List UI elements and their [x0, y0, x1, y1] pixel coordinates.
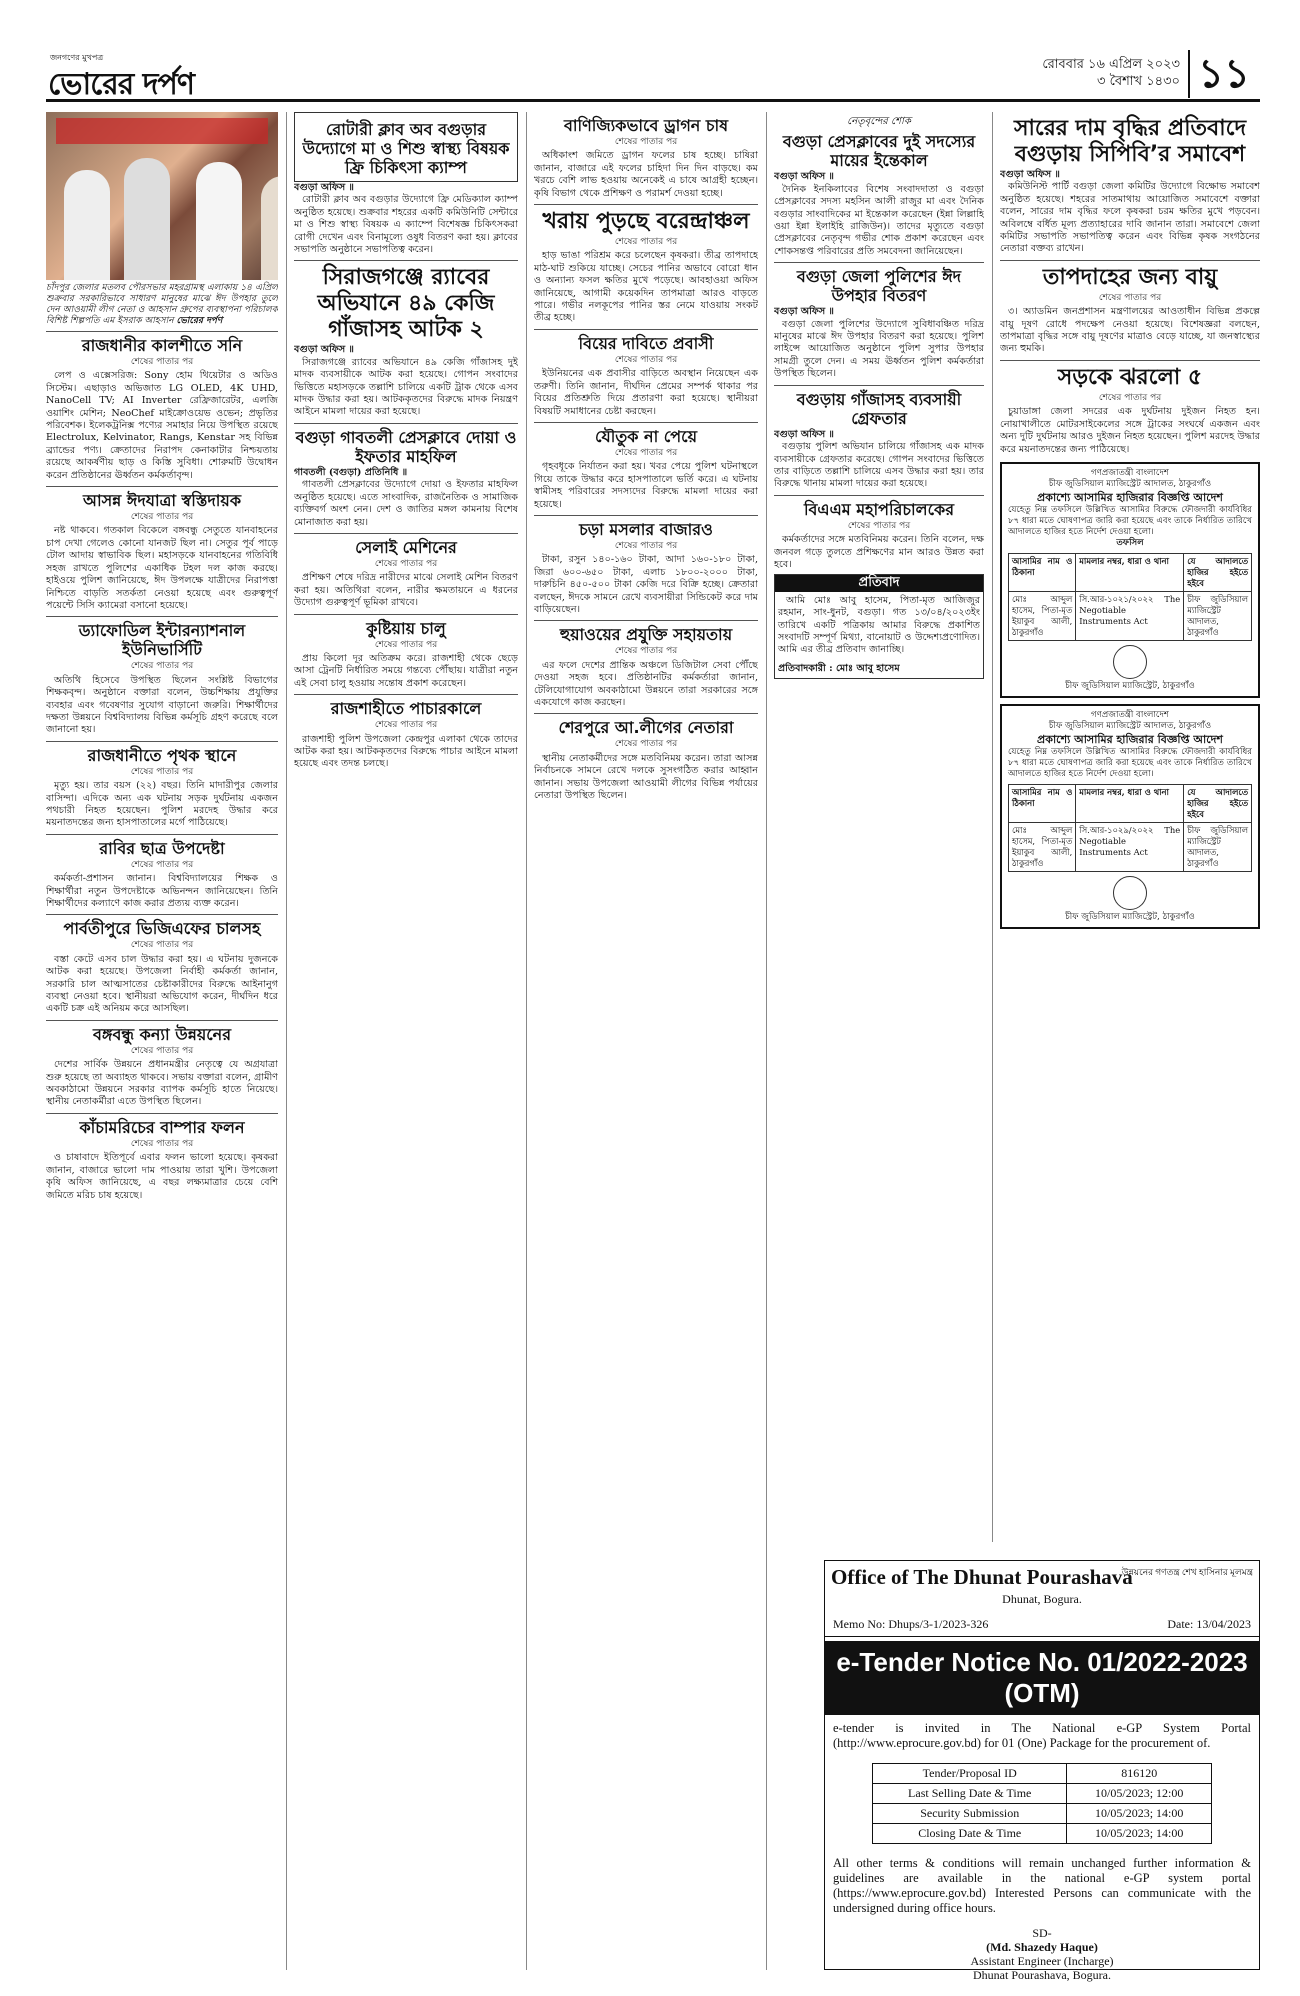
article-text: হাড় ভাঙা পরিশ্রম করে চলেছেন কৃষকরা। তীব্র তাপদাহে মাঠ-ঘাট শুকিয়ে যাচ্ছে। সেচের পানির অভাবে বোরো ধান ও অন্যান্য ফসল ক্ষতির মুখে পড়েছে। আবহাওয়া অফিস জানিয়েছে, আগামী কয়েকদিন তাপমাত্রা আরও বাড়তে পারে। গভীর নলকূপের পানির স্তর নেমে যাওয়ায় সংকট তীব্র হচ্ছে।	[534, 250, 758, 324]
continuation: শেষের পাতার পর	[614, 137, 678, 147]
headline: খরায় পুড়ছে বরেন্দ্রাঞ্চল	[542, 209, 750, 235]
headline: রাজশাহীতে পাচারকালে	[330, 699, 482, 719]
table-cell: সি.আর-১০২১/২০২২ The Negotiable Instruments Act	[1076, 591, 1184, 640]
photo-credit: ভোরের দর্পণ	[176, 316, 223, 326]
continuation: শেষের পাতার পর	[130, 766, 194, 777]
headline: চড়া মসলার বাজারও	[579, 519, 713, 539]
notice-title: প্রকাশ্যে আসামির হাজিরার বিজ্ঞপ্তি আদেশ	[1037, 732, 1223, 746]
headline: বঙ্গবন্ধু কন্যা উন্নয়নের	[92, 1024, 232, 1044]
article-text: প্রায় কিলো দূর অতিক্রম করে। রাজশাহী থেকে ছেড়ে আসা ট্রেনটি নির্ধারিত সময়ে গন্তব্যে পৌঁছায়। যাত্রীরা নতুন এই সেবা চালু হওয়ায় সন্তোষ প্রকাশ করেছেন।	[294, 652, 518, 689]
column-rule	[992, 112, 993, 1542]
continuation: শেষের পাতার পর	[130, 859, 194, 870]
headline: সারের দাম বৃদ্ধির প্রতিবাদে বগুড়ায় সিপিবি’র সমাবেশ	[1013, 116, 1247, 167]
article-text: ইউনিয়নের এক প্রবাসীর বাড়িতে অবস্থান নিয়েছেন এক তরুণী। তিনি জানান, দীর্ঘদিন প্রেমের সম্পর্ক থাকার পর বিয়ের প্রতিশ্রুতি দিয়ে প্রতারণা করা হয়েছে। স্থানীয়রা বিষয়টি সমাধানের চেষ্টা করছেন।	[534, 368, 758, 417]
headline: তাপদাহের জন্য বায়ু	[1042, 264, 1218, 290]
table-row	[1009, 822, 1252, 871]
continuation: শেষের পাতার পর	[130, 1045, 194, 1056]
notice-subheader: চীফ জুডিসিয়াল ম্যাজিস্ট্রেট আদালত, ঠাকুরগাঁও	[1048, 720, 1212, 731]
divider	[774, 262, 984, 263]
table-cell: Closing Date & Time	[873, 1824, 1067, 1844]
headline: পার্বতীপুরে ভিজিএফের চালসহ	[63, 919, 261, 939]
article-text: এর ফলে দেশের প্রান্তিক অঞ্চলে ডিজিটাল সেবা পৌঁছে দেওয়া সহজ হবে। প্রতিষ্ঠানটির কর্মকর্তারা জানান, টেলিযোগাযোগ অবকাঠামো উন্নয়নে তারা সরকারের সঙ্গে একযোগে কাজ করছেন।	[534, 659, 758, 708]
article-text: রোটারী ক্লাব অব বগুড়ার উদ্যোগে ফ্রি মেডিক্যাল ক্যাম্প অনুষ্ঠিত হয়েছে। শুক্রবার শহরের একটি কমিউনিটি সেন্টারে মা ও শিশু স্বাস্থ্য বিষয়ক এ ক্যাম্পে বিশেষজ্ঞ চিকিৎসকরা রোগী দেখেন এবং বিনামূল্যে ওষুধ বিতরণ করা হয়। ক্লাবের সভাপতি অনুষ্ঠানে সভাপতিত্ব করেন।	[294, 194, 518, 256]
photo-person	[196, 162, 242, 280]
continuation: শেষের পাতার পর	[130, 661, 194, 672]
column-rule	[286, 112, 287, 1970]
continuation: শেষের পাতার পর	[374, 558, 438, 569]
byline: বগুড়া অফিস ॥	[774, 171, 834, 183]
tender-intro: e-tender is invited in The National e-GP System Portal (http://www.eprocure.gov.bd) for 01 (One) Package for the procurement of.	[833, 1721, 1251, 1750]
headline: যৌতুক না পেয়ে	[594, 426, 698, 446]
memo-number: Memo No: Dhups/3-1/2023-326	[833, 1617, 989, 1631]
continuation: শেষের পাতার পর	[614, 540, 678, 551]
notice-header: গণপ্রজাতন্ত্রী বাংলাদেশ	[1091, 709, 1169, 720]
divider	[534, 422, 758, 423]
table-cell: মোঃ আব্দুল হাসেম, পিতা-মৃত ইয়াকুব আলী, ঠাকুরগাঁও	[1009, 591, 1076, 640]
divider	[294, 423, 518, 424]
court-seal-icon	[1113, 645, 1147, 679]
table-header: মামলার নম্বর, ধারা ও থানা	[1076, 553, 1184, 591]
headline: সড়কে ঝরলো ৫	[1057, 364, 1203, 390]
continuation: শেষের পাতার পর	[614, 354, 678, 365]
column-3	[534, 112, 758, 1970]
byline: বগুড়া অফিস ॥	[774, 428, 834, 440]
article-text: মৃত্যু হয়। তার বয়স (২২) বছর। তিনি মাদারীপুর জেলার বাসিন্দা। এদিকে অন্য এক ঘটনায় সড়ক দুর্ঘটনায় একজন পথচারী নিহত হয়েছেন। পুলিশ মরদেহ উদ্ধার করে ময়নাতদন্তের জন্য হাসপাতালের মর্গে পাঠিয়েছে।	[46, 780, 278, 829]
tender-place: Dhunat, Bogura.	[1002, 1592, 1082, 1606]
article-text: কর্মকর্তা-প্রশাসন জানান। বিশ্ববিদ্যালয়ের শিক্ষক ও শিক্ষার্থীরা নতুন উপদেষ্টাকে অভিনন্দন জানিয়েছেন। তিনি শিক্ষার্থীদের কল্যাণে কাজ করার প্রত্যয় ব্যক্ত করেন।	[46, 873, 278, 909]
tender-title: e-Tender Notice No. 01/2022-2023 (OTM)	[825, 1641, 1259, 1715]
article-text: ৩। অ্যাডমিন জনপ্রশাসন মন্ত্রণালয়ের আওতাধীন বিভিন্ন প্রকল্পে বায়ু দূষণ রোধে পদক্ষেপ নেওয়া হয়েছে। বিশেষজ্ঞরা বলছেন, তাপমাত্রা বৃদ্ধির সঙ্গে বায়ু দূষণের মাত্রাও বেড়ে যাচ্ছে, যা জনস্বাস্থ্যের জন্য হুমকি।	[1000, 306, 1260, 355]
column-1	[46, 112, 278, 1970]
headline: বিয়ের দাবিতে প্রবাসী	[578, 333, 714, 353]
continuation: শেষের পাতার পর	[130, 940, 194, 951]
notice-text: যেহেতু নিম্ন তফসিলে উল্লিখিত আসামির বিরুদ্ধে ফৌজদারী কার্যবিধির ৮৭ ধারা মতে ঘোষণাপত্র জারি করা হয়েছে এবং তাকে নির্ধারিত তারিখে আদালতে হাজির হতে নির্দেশ দেওয়া হলো।	[1008, 746, 1252, 779]
photo-person	[261, 176, 278, 280]
table-cell: 10/05/2023; 14:00	[1067, 1824, 1212, 1844]
page-number: ১১	[1188, 50, 1258, 98]
continuation: শেষের পাতার পর	[374, 639, 438, 650]
continuation: শেষের পাতার পর	[1098, 392, 1162, 403]
photo-banner	[56, 118, 268, 144]
divider	[294, 614, 518, 615]
headline: রাজধানীর কালশীতে সনি	[81, 336, 243, 355]
newspaper-page	[46, 50, 1260, 1982]
article-text: দেশের সার্বিক উন্নয়নে প্রধানমন্ত্রীর নেতৃত্বে যে অগ্রযাত্রা শুরু হয়েছে তা অব্যাহত থাকবে। সভায় বক্তারা বলেন, গ্রামীণ অবকাঠামো উন্নয়নে সরকার ব্যাপক কর্মসূচি হাতে নিয়েছে। স্থানীয় নেতাকর্মীরা এতে উপস্থিত ছিলেন।	[46, 1059, 278, 1108]
table-row	[873, 1764, 1212, 1784]
table-cell: সি.আর-১০২৯/২০২২ The Negotiable Instruments Act	[1076, 822, 1184, 871]
continuation: শেষের পাতার পর	[614, 447, 678, 458]
article-text: অতিথি হিসেবে উপস্থিত ছিলেন সংশ্লিষ্ট বিভাগের শিক্ষকবৃন্দ। অনুষ্ঠানে বক্তারা বলেন, উচ্চশিক্ষায় প্রযুক্তির ব্যবহার এবং গবেষণার সুযোগ বাড়ানো জরুরি। শিক্ষার্থীদের দক্ষতা উন্নয়নে বিশ্ববিদ্যালয় বিভিন্ন কর্মসূচি গ্রহণ করেছে বলে জানানো হয়।	[46, 674, 278, 736]
divider	[294, 694, 518, 695]
divider	[1000, 360, 1260, 361]
headline: রোটারী ক্লাব অব বগুড়ার উদ্যোগে মা ও শিশু স্বাস্থ্য বিষয়ক ফ্রি চিকিৎসা ক্যাম্প	[302, 120, 510, 177]
photo-person	[124, 158, 170, 280]
notice-title: প্রকাশ্যে আসামির হাজিরার বিজ্ঞপ্তি আদেশ	[1037, 490, 1223, 504]
table-header: যে আদালতে হাজির হইতে হইবে	[1184, 553, 1252, 591]
article-text: কমিউনিস্ট পার্টি বগুড়া জেলা কমিটির উদ্যোগে বিক্ষোভ সমাবেশ অনুষ্ঠিত হয়েছে। শহরের সাতমাথায় আয়োজিত সমাবেশে বক্তারা বলেন, সারের দাম বৃদ্ধির ফলে কৃষকরা চরম ক্ষতির মুখে পড়বেন। অবিলম্বে বর্ধিত মূল্য প্রত্যাহারের দাবি জানান তারা। সমাবেশে জেলা কমিটির সভাপতি সভাপতিত্ব করেন এবং বিভিন্ন কৃষক সংগঠনের নেতারা বক্তব্য রাখেন।	[1000, 181, 1260, 255]
continuation: শেষের পাতার পর	[614, 739, 678, 750]
divider	[46, 834, 278, 835]
article-text: রাজশাহী পুলিশ উপজেলা কেন্দ্রপুর এলাকা থেকে তাদের আটক করা হয়। আটককৃতদের বিরুদ্ধে পাচার আইনে মামলা হয়েছে এবং তদন্ত চলছে।	[294, 733, 518, 770]
date-line	[1042, 56, 1180, 90]
table-cell: 816120	[1067, 1764, 1212, 1784]
notice-subheader: চীফ জুডিসিয়াল ম্যাজিস্ট্রেট আদালত, ঠাকুরগাঁও	[1048, 478, 1212, 489]
article-text: গাবতলী প্রেসক্লাবের উদ্যোগে দোয়া ও ইফতার মাহফিল অনুষ্ঠিত হয়েছে। এতে সাংবাদিক, রাজনৈতিক ও সামাজিক ব্যক্তিবর্গ অংশ নেন। দেশ ও জাতির মঙ্গল কামনায় বিশেষ মোনাজাত করা হয়।	[294, 479, 518, 528]
newspaper-logo: ভোরের দর্পণ	[48, 67, 194, 102]
court-seal-icon	[1113, 876, 1147, 910]
column-4	[774, 112, 984, 1552]
protest-signature: প্রতিবাদকারী : মোঃ আবু হাসেম	[778, 662, 900, 674]
divider	[46, 741, 278, 742]
notice-text: যেহেতু নিম্ন তফসিলে উল্লিখিত আসামির বিরুদ্ধে ফৌজদারী কার্যবিধির ৮৭ ধারা মতে ঘোষণাপত্র জারি করা হয়েছে এবং তাকে নির্ধারিত তারিখে আদালতে হাজির হতে নির্দেশ দেওয়া হলো।	[1008, 504, 1252, 537]
divider	[294, 533, 518, 534]
headline: ড্যাফোডিল ইন্টারন্যাশনাল ইউনিভার্সিটি	[78, 621, 246, 660]
article-text: স্থানীয় নেতাকর্মীদের সঙ্গে মতবিনিময় করেন। তারা আসন্ন নির্বাচনকে সামনে রেখে দলকে সুসংগঠিত করার আহ্বান জানান। সভায় উপজেলা আওয়ামী লীগের বিভিন্ন পর্যায়ের নেতারা উপস্থিত ছিলেন।	[534, 752, 758, 802]
photo-person	[64, 170, 110, 280]
table-cell: Tender/Proposal ID	[873, 1764, 1067, 1784]
photo-caption	[46, 283, 278, 327]
article-text: অধিকাংশ জমিতে ড্রাগন ফলের চাষ হচ্ছে। চাষিরা জানান, বাজারে এই ফলের চাহিদা দিন দিন বাড়ছে। কম খরচে বেশি লাভ হওয়ায় অনেকেই এ চাষে আগ্রহী হচ্ছেন। কৃষি বিভাগ থেকে প্রশিক্ষণ ও পরামর্শ দেওয়া হচ্ছে।	[534, 150, 758, 199]
divider	[46, 486, 278, 487]
table-cell: চীফ জুডিসিয়াল ম্যাজিস্ট্রেট আদালত, ঠাকুরগাঁও	[1184, 591, 1252, 640]
tender-outro: All other terms & conditions will remain unchanged further information & guidelines are available in the national e-GP system portal (https://www.eprocure.gov.bd) Interested Persons can communicate with the undersigned during office hours.	[833, 1856, 1251, 1915]
article-text: বস্তা কেটে এসব চাল উদ্ধার করা হয়। এ ঘটনায় দুজনকে আটক করা হয়েছে। উপজেলা নির্বাহী কর্মকর্তা জানান, সরকারি চাল আত্মসাতের চেষ্টাকারীদের বিরুদ্ধে আইনানুগ ব্যবস্থা নেওয়া হবে। স্থানীয়রা অভিযোগ করেন, দীর্ঘদিন ধরে একটি চক্র এই অনিয়ম করে আসছিল।	[46, 953, 278, 1015]
signatory-name: (Md. Shazedy Haque)	[986, 1940, 1098, 1954]
divider	[774, 385, 984, 386]
divider	[46, 1020, 278, 1021]
table-cell: 10/05/2023; 12:00	[1067, 1784, 1212, 1804]
court-notice	[1000, 704, 1260, 929]
continuation: শেষের পাতার পর	[614, 646, 678, 657]
column-rule	[766, 112, 767, 1970]
byline: বগুড়া অফিস ॥	[1000, 169, 1060, 180]
headline: বাণিজ্যিকভাবে ড্রাগন চাষ	[563, 116, 729, 135]
headline: রাজধানীতে পৃথক স্থানে	[87, 745, 237, 765]
protest-text: আমি মোঃ আবু হাসেম, পিতা-মৃত আজিজুর রহমান, সাং-ধুনট, বগুড়া। গত ১৩/০৪/২০২৩ইং তারিখে একটি পত্রিকায় আমার বিরুদ্ধে প্রকাশিত সংবাদটি সম্পূর্ণ মিথ্যা, বানোয়াট ও উদ্দেশ্যপ্রণোদিত। আমি এর তীব্র প্রতিবাদ জানাচ্ছি।	[778, 594, 980, 656]
divider	[534, 204, 758, 205]
headline: সিরাজগঞ্জে র‌্যাবের অভিযানে ৪৯ কেজি গাঁজাসহ আটক ২	[317, 265, 495, 343]
table-cell: চীফ জুডিসিয়াল ম্যাজিস্ট্রেট আদালত, ঠাকুরগাঁও	[1184, 822, 1252, 871]
headline: বিএএম মহাপরিচালকের	[803, 499, 955, 519]
table-row	[873, 1784, 1212, 1804]
article-text: নষ্ট থাকবে। গতকাল বিকেলে বঙ্গবন্ধু সেতুতে যানবাহনের চাপ দেখা গেলেও কোনো যানজট ছিল না। সেতুর পূর্ব পাড়ে টোল আদায় স্বাভাবিক ছিল। মহাসড়কে যানবাহনের গতিবিধি সহজ রাখতে পুলিশের একাধিক টহল দল কাজ করছে। হাইওয়ে পুলিশ জানিয়েছে, ঈদ উপলক্ষে যাত্রীদের নিরাপত্তা নিশ্চিতে বাড়তি সতর্কতা নেওয়া হয়েছে এবং গুরুত্বপূর্ণ পয়েন্টে সিসি ক্যামেরা বসানো হয়েছে।	[46, 525, 278, 611]
protest-heading: প্রতিবাদ	[775, 575, 983, 591]
continuation: শেষের পাতার পর	[130, 512, 194, 523]
headline: কাঁচামরিচের বাম্পার ফলন	[79, 1117, 245, 1137]
article-text: সিরাজগঞ্জে র‌্যাবের অভিযানে ৪৯ কেজি গাঁজাসহ দুই মাদক ব্যবসায়ীকে আটক করা হয়েছে। গোপন সংবাদের ভিত্তিতে মহাসড়কে তল্লাশি চালিয়ে একটি ট্রাক থেকে এসব মাদক উদ্ধার করা হয়। আটককৃতদের বিরুদ্ধে মাদক নিয়ন্ত্রণ আইনে মামলা দায়ের করা হয়েছে।	[294, 356, 518, 418]
article-text: লেপ ও এক্সেসরিজ: Sony হোম থিয়েটার ও অডিও সিস্টেম। এছাড়াও অভিজাত LG OLED, 4K UHD, NanoCell TV; AI Inverter রেফ্রিজারেটর, এলজি ওয়াশিং মেশিন; NeoChef মাইক্রোওয়েভ ওভেন; প্রভৃতির পরিবেশক। ইলেকট্রনিক্স পণ্যের সমাহার নিয়ে উপস্থিত রয়েছে Electrolux, Kelvinator, Rangs, Kenstar সহ বিভিন্ন ব্র্যান্ডের পণ্য। ক্রেতাদের নিরাপদ কেনাকাটার নিশ্চয়তায় রয়েছে আকর্ষণীয় ছাড় ও কিস্তি সুবিধা। শোরুমটি উদ্বোধন করেন প্রতিষ্ঠানের ঊর্ধ্বতন কর্মকর্তাবৃন্দ।	[46, 370, 278, 481]
signatory-title: Assistant Engineer (Incharge)	[970, 1954, 1114, 1968]
article-text: চুয়াডাঙ্গা জেলা সদরের এক দুর্ঘটনায় দুইজন নিহত হন। নোয়াখালীতে মোটরসাইকেলের সঙ্গে ট্রাকের সংঘর্ষে একজন এবং অন্য দুটি দুর্ঘটনায় আরও দুইজন নিহত হয়েছেন। পুলিশ মরদেহ উদ্ধার করে ময়নাতদন্তের জন্য পাঠিয়েছে।	[1000, 406, 1260, 455]
divider	[46, 914, 278, 915]
headline: বগুড়া জেলা পুলিশের ঈদ উপহার বিতরণ	[796, 267, 962, 306]
column-2	[294, 112, 518, 1970]
divider	[46, 331, 278, 332]
caption-text: চাঁদপুর জেলার মতলব পৌরসভার মহরগ্রামস্থ এলাকায় ১৪ এপ্রিল শুক্রবার সরকারিভাবে সাধারণ মানুষের মাঝে ঈদ উপহার তুলে দেন আওয়ামী লীগ নেতা ও আহসান গ্রুপের ব্যবস্থাপনা পরিচালক বিশিষ্ট শিল্পপতি এম ইসরাক আহসান	[46, 283, 278, 326]
byline: গাবতলী (বগুড়া) প্রতিনিধি ॥	[294, 466, 408, 478]
divider	[1000, 260, 1260, 261]
byline: বগুড়া অফিস ॥	[294, 344, 354, 356]
divider	[46, 616, 278, 617]
tender-notice	[824, 1560, 1260, 1982]
headline: বগুড়া প্রেসক্লাবের দুই সদস্যের মায়ের ইন্তেকাল	[782, 132, 976, 171]
notice-header: গণপ্রজাতন্ত্রী বাংলাদেশ	[1091, 467, 1169, 478]
table-cell: মোঃ আব্দুল হাসেম, পিতা-মৃত ইয়াকুব আলী, ঠাকুরগাঁও	[1009, 822, 1076, 871]
article-text: গৃহবধূকে নির্যাতন করা হয়। খবর পেয়ে পুলিশ ঘটনাস্থলে গিয়ে তাকে উদ্ধার করে হাসপাতালে ভর্তি করে। এ ঘটনায় স্বামীসহ পরিবারের সদস্যদের বিরুদ্ধে মামলা দায়ের করা হয়েছে।	[534, 461, 758, 510]
tender-signature	[825, 1926, 1259, 1982]
signature-mark: SD-	[1032, 1926, 1052, 1940]
story-box	[294, 112, 518, 182]
table-row	[873, 1824, 1212, 1844]
divider	[534, 329, 758, 330]
table-header: আসামির নাম ও ঠিকানা	[1009, 784, 1076, 822]
article-text: বগুড়ায় পুলিশ অভিযান চালিয়ে গাঁজাসহ এক মাদক ব্যবসায়ীকে গ্রেফতার করেছে। গোপন সংবাদের ভিত্তিতে তার বাড়িতে তল্লাশি চালিয়ে এসব উদ্ধার করা হয়। তার বিরুদ্ধে থানায় মামলা দায়ের করা হয়েছে।	[774, 441, 984, 490]
headline: রাবির ছাত্র উপদেষ্টা	[99, 838, 225, 858]
tender-memo-line	[825, 1607, 1259, 1637]
date-bengali: ৩ বৈশাখ ১৪৩০	[1097, 74, 1180, 89]
table-cell: 10/05/2023; 14:00	[1067, 1804, 1212, 1824]
table-row	[1009, 591, 1252, 640]
column-5	[1000, 112, 1260, 1552]
masthead-tagline: জনগণের মুখপত্র	[50, 53, 104, 62]
masthead	[46, 50, 1260, 102]
article-text: ও চাষাবাদে ইতিপূর্বে এবার ফলন ভালো হয়েছে। কৃষকরা জানান, বাজারে ভালো দাম পাওয়ায় তারা খুশি। উপজেলা কৃষি অফিস জানিয়েছে, এ বছর লক্ষ্যমাত্রার চেয়ে বেশি জমিতে মরিচ চাষ হয়েছে।	[46, 1152, 278, 1201]
table-header: মামলার নম্বর, ধারা ও থানা	[1076, 784, 1184, 822]
byline: বগুড়া অফিস ॥	[774, 306, 834, 318]
continuation: শেষের পাতার পর	[847, 520, 911, 531]
tender-table	[872, 1763, 1212, 1844]
byline: বগুড়া অফিস ॥	[294, 182, 354, 193]
article-text: দৈনিক ইনকিলাবের বিশেষ সংবাদদাতা ও বগুড়া প্রেসক্লাবের সদস্য মহসিন আলী রাজুর মা এবং দৈনিক বগুড়ার সাংবাদিকের মা ইন্তেকাল করেছেন (ইন্না লিল্লাহি ওয়া ইন্না ইলাইহি রাজিউন)। তাদের মৃত্যুতে বগুড়া প্রেসক্লাবের নেতৃবৃন্দ গভীর শোক প্রকাশ করেছেন এবং শোকসন্তপ্ত পরিবারের প্রতি সমবেদনা জানিয়েছেন।	[774, 183, 984, 257]
memo-date: Date: 13/04/2023	[1167, 1617, 1251, 1631]
article-text: টাকা, রসুন ১৪০-১৬০ টাকা, আদা ১৬০-১৮০ টাকা, জিরা ৬০০-৬৫০ টাকা, এলাচ ১৮০০-২০০০ টাকা, দারুচিনি ৪৫০-৫০০ টাকা কেজি দরে বিক্রি হচ্ছে। ক্রেতারা বলছেন, ঈদকে সামনে রেখে ব্যবসায়ীরা সিন্ডিকেট করে দাম বাড়িয়েছেন।	[534, 554, 758, 615]
table-header: যে আদালতে হাজির হইতে হইবে	[1184, 784, 1252, 822]
continuation: শেষের পাতার পর	[130, 1138, 194, 1149]
notice-table	[1008, 784, 1252, 872]
headline: বগুড়ায় গাঁজাসহ ব্যবসায়ী গ্রেফতার	[796, 389, 962, 428]
divider	[534, 713, 758, 714]
headline: আসন্ন ঈদযাত্রা স্বস্তিদায়ক	[82, 491, 242, 511]
continuation: শেষের পাতার পর	[1098, 292, 1162, 303]
tender-office: Office of The Dhunat Pourashava	[831, 1565, 1133, 1589]
article-text: বগুড়া জেলা পুলিশের উদ্যোগে সুবিধাবঞ্চিত দরিদ্র মানুষের মাঝে ঈদ উপহার বিতরণ করা হয়েছে। পুলিশ লাইন্সে আয়োজিত অনুষ্ঠানে পুলিশ সুপার উপহার সামগ্রী তুলে দেন। এ সময় ঊর্ধ্বতন পুলিশ কর্মকর্তারা উপস্থিত ছিলেন।	[774, 318, 984, 380]
date-english: রোববার ১৬ এপ্রিল ২০২৩	[1042, 57, 1180, 72]
notice-signature: চীফ জুডিসিয়াল ম্যাজিস্ট্রেট, ঠাকুরগাঁও	[1065, 911, 1195, 922]
divider	[46, 1113, 278, 1114]
court-notice	[1000, 462, 1260, 698]
divider	[774, 495, 984, 496]
continuation: শেষের পাতার পর	[374, 720, 438, 731]
headline: শেরপুরে আ.লীগের নেতারা	[558, 718, 734, 738]
notice-signature: চীফ জুডিসিয়াল ম্যাজিস্ট্রেট, ঠাকুরগাঁও	[1065, 680, 1195, 691]
headline: সেলাই মেশিনের	[355, 537, 457, 557]
continuation: শেষের পাতার পর	[130, 357, 194, 367]
table-row	[873, 1804, 1212, 1824]
protest-notice	[774, 574, 984, 679]
table-header: আসামির নাম ও ঠিকানা	[1009, 553, 1076, 591]
divider	[534, 620, 758, 621]
headline: হুয়াওয়ের প্রযুক্তি সহায়তায়	[559, 625, 733, 645]
divider	[534, 515, 758, 516]
table-cell: Security Submission	[873, 1804, 1067, 1824]
article-text: কর্মকর্তাদের সঙ্গে মতবিনিময় করেন। তিনি বলেন, দক্ষ জনবল গড়ে তুলতে প্রশিক্ষণের মান আরও উন্নত করা হবে।	[774, 534, 984, 570]
signatory-office: Dhunat Pourashava, Bogura.	[973, 1968, 1111, 1982]
notice-schedule-label: তফসিল	[1116, 537, 1144, 548]
headline: বগুড়া গাবতলী প্রেসক্লাবে দোয়া ও ইফতার মাহফিল	[295, 427, 517, 466]
kicker: নেতৃবৃন্দের শোক	[847, 116, 911, 127]
headline: কুষ্টিয়ায় চালু	[366, 618, 446, 638]
news-photo	[46, 112, 278, 280]
continuation: শেষের পাতার পর	[614, 237, 678, 248]
table-cell: Last Selling Date & Time	[873, 1784, 1067, 1804]
column-rule	[526, 112, 527, 1970]
notice-table	[1008, 553, 1252, 641]
tender-motto: উন্নয়নের গণতন্ত্র শেখ হাসিনার মূলমন্ত্র	[1121, 1567, 1253, 1577]
divider	[294, 260, 518, 261]
article-text: প্রশিক্ষণ শেষে দরিদ্র নারীদের মাঝে সেলাই মেশিন বিতরণ করা হয়। অতিথিরা বলেন, নারীর ক্ষমতায়নে এ ধরনের উদ্যোগ গুরুত্বপূর্ণ ভূমিকা রাখবে।	[294, 572, 518, 609]
